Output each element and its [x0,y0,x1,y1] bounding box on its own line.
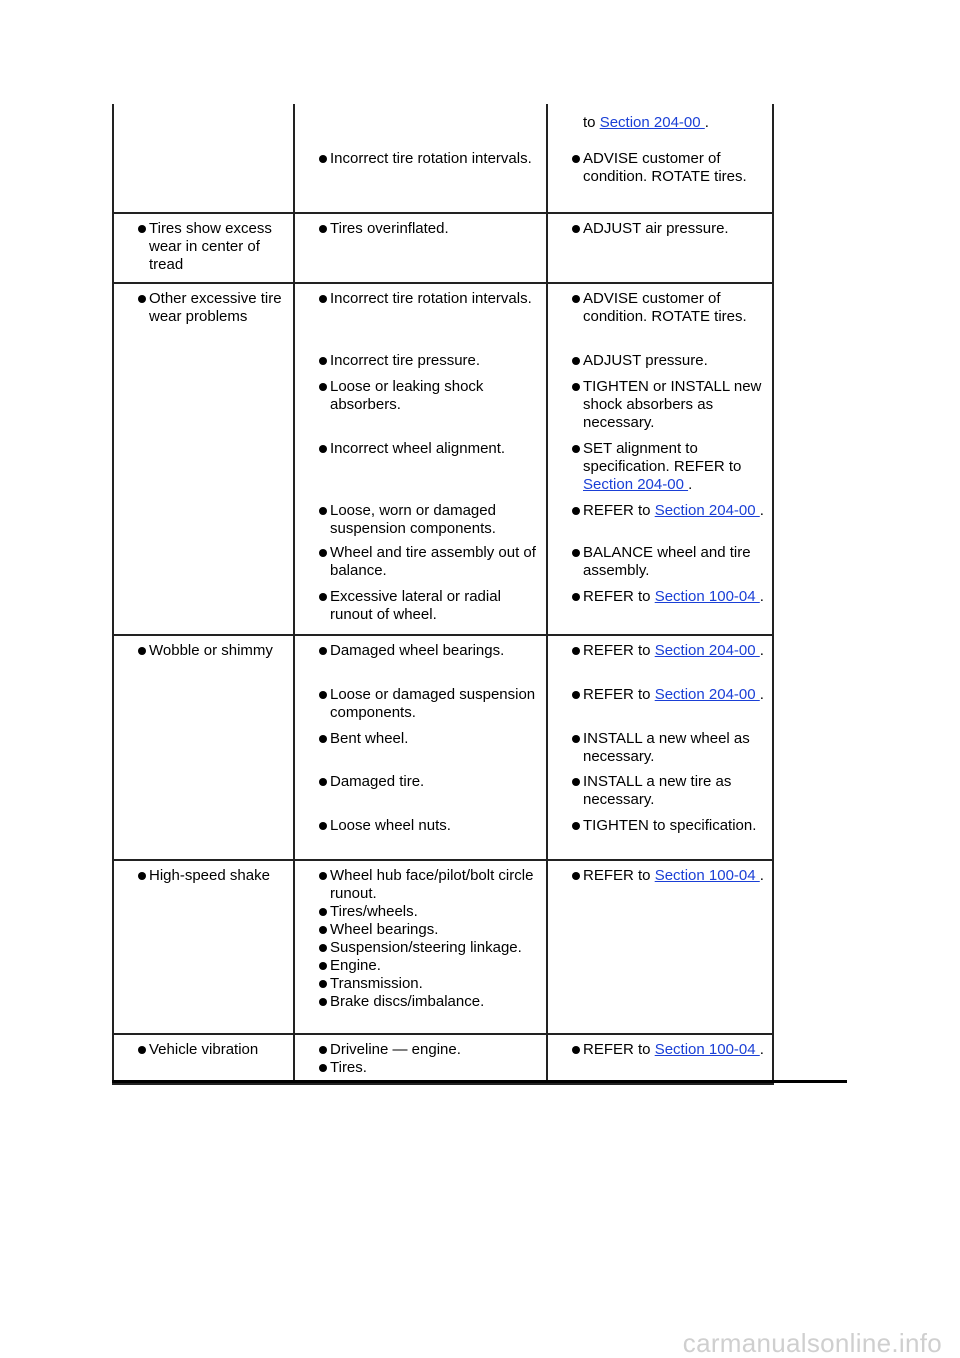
cause-text: Loose, worn or damaged suspension components. [295,502,540,544]
table-row [113,283,773,635]
diagnosis-table [112,104,774,1085]
table-row [113,860,773,1034]
action-text [548,686,766,730]
action-suffix: . [688,476,693,493]
cause-text: Incorrect tire rotation intervals. [295,290,540,352]
action-prefix: REFER to [583,642,655,659]
action-text [548,1041,766,1059]
section-link[interactable]: Section 100-04 [654,588,760,605]
action-prefix: REFER to [583,867,655,884]
action-suffix: . [759,867,764,884]
section-link[interactable]: Section 204-00 [654,686,760,703]
section-link[interactable]: Section 100-04 [654,1041,760,1058]
action-text [548,502,766,544]
action-prefix: ADVISE customer of condition. ROTATE tires. [583,150,747,185]
action-text [548,114,766,150]
cause-cell [294,635,547,860]
action-prefix: INSTALL a new wheel as necessary. [583,730,750,765]
action-text [548,150,766,206]
action-prefix: INSTALL a new tire as necessary. [583,773,732,808]
watermark: carmanualsonline.info [682,1328,942,1358]
section-link[interactable]: Section 204-00 [654,502,760,519]
cause-text: Tires/wheels. [295,903,540,921]
cause-cell [294,104,547,213]
action-prefix: REFER to [583,1041,655,1058]
symptom-cell [113,213,294,283]
action-prefix: TIGHTEN or INSTALL new shock absorbers as necessary. [583,378,762,431]
cause-text: Tires overinflated. [295,220,540,276]
action-suffix: . [759,642,764,659]
cause-text: Transmission. [295,975,540,993]
cause-text: Wheel and tire assembly out of balance. [295,544,540,588]
table-row [113,104,773,213]
action-text [548,290,766,352]
action-cell [547,860,773,1034]
action-suffix: . [759,686,764,703]
table-row [113,635,773,860]
action-text [548,220,766,276]
action-suffix: . [704,114,709,131]
table-row [113,1034,773,1084]
cause-text: Incorrect tire pressure. [295,352,540,378]
action-prefix: ADVISE customer of condition. ROTATE tires. [583,290,747,325]
action-prefix: REFER to [583,502,655,519]
cause-text: Incorrect wheel alignment. [295,440,540,502]
symptom-text: Vehicle vibration [114,1041,287,1059]
symptom-cell [113,283,294,635]
action-text [548,730,766,773]
cause-cell [294,1034,547,1084]
action-prefix: REFER to [583,588,655,605]
action-suffix: . [759,588,764,605]
cause-text: Wheel bearings. [295,921,540,939]
action-text [548,642,766,686]
action-text [548,544,766,588]
action-prefix: BALANCE wheel and tire assembly. [583,544,751,579]
symptom-text: Wobble or shimmy [114,642,287,660]
section-link[interactable]: Section 204-00 [599,114,705,131]
cause-text: Tires. [295,1059,540,1077]
cause-cell [294,213,547,283]
cause-text: Loose wheel nuts. [295,817,540,853]
cause-text [295,114,540,150]
horizontal-rule [112,1080,847,1083]
symptom-text: High-speed shake [114,867,287,885]
action-cell [547,1034,773,1084]
action-text [548,773,766,817]
action-cell [547,104,773,213]
action-cell [547,213,773,283]
cause-text: Suspension/steering linkage. [295,939,540,957]
symptom-cell [113,1034,294,1084]
action-text [548,588,766,628]
cause-text: Brake discs/imbalance. [295,993,540,1011]
action-prefix: SET alignment to specification. REFER to [583,440,742,475]
action-prefix: to [583,114,600,131]
cause-text: Engine. [295,957,540,975]
action-prefix: ADJUST air pressure. [583,220,729,237]
action-suffix: . [759,502,764,519]
action-prefix: REFER to [583,686,655,703]
action-cell [547,283,773,635]
action-prefix: TIGHTEN to specification. [583,817,757,834]
cause-text: Loose or damaged suspension components. [295,686,540,730]
symptom-cell [113,635,294,860]
action-cell [547,635,773,860]
cause-cell [294,860,547,1034]
action-prefix: ADJUST pressure. [583,352,708,369]
cause-text: Wheel hub face/pilot/bolt circle runout. [295,867,540,903]
section-link[interactable]: Section 204-00 [583,476,689,493]
action-text [548,440,766,502]
cause-text: Damaged wheel bearings. [295,642,540,686]
cause-list [295,1041,540,1077]
action-text [548,378,766,440]
symptom-text: Other excessive tire wear problems [114,290,287,326]
action-text [548,817,766,853]
action-suffix: . [759,1041,764,1058]
symptom-cell [113,104,294,213]
symptom-cell [113,860,294,1034]
table-row [113,213,773,283]
action-text [548,352,766,378]
section-link[interactable]: Section 100-04 [654,867,760,884]
cause-text: Damaged tire. [295,773,540,817]
cause-text: Bent wheel. [295,730,540,773]
action-text [548,867,766,885]
cause-text: Incorrect tire rotation intervals. [295,150,540,206]
cause-text: Loose or leaking shock absorbers. [295,378,540,440]
section-link[interactable]: Section 204-00 [654,642,760,659]
cause-list [295,867,540,1027]
cause-text: Driveline — engine. [295,1041,540,1059]
cause-cell [294,283,547,635]
symptom-text: Tires show excess wear in center of tread [114,220,287,274]
cause-text: Excessive lateral or radial runout of wheel. [295,588,540,628]
